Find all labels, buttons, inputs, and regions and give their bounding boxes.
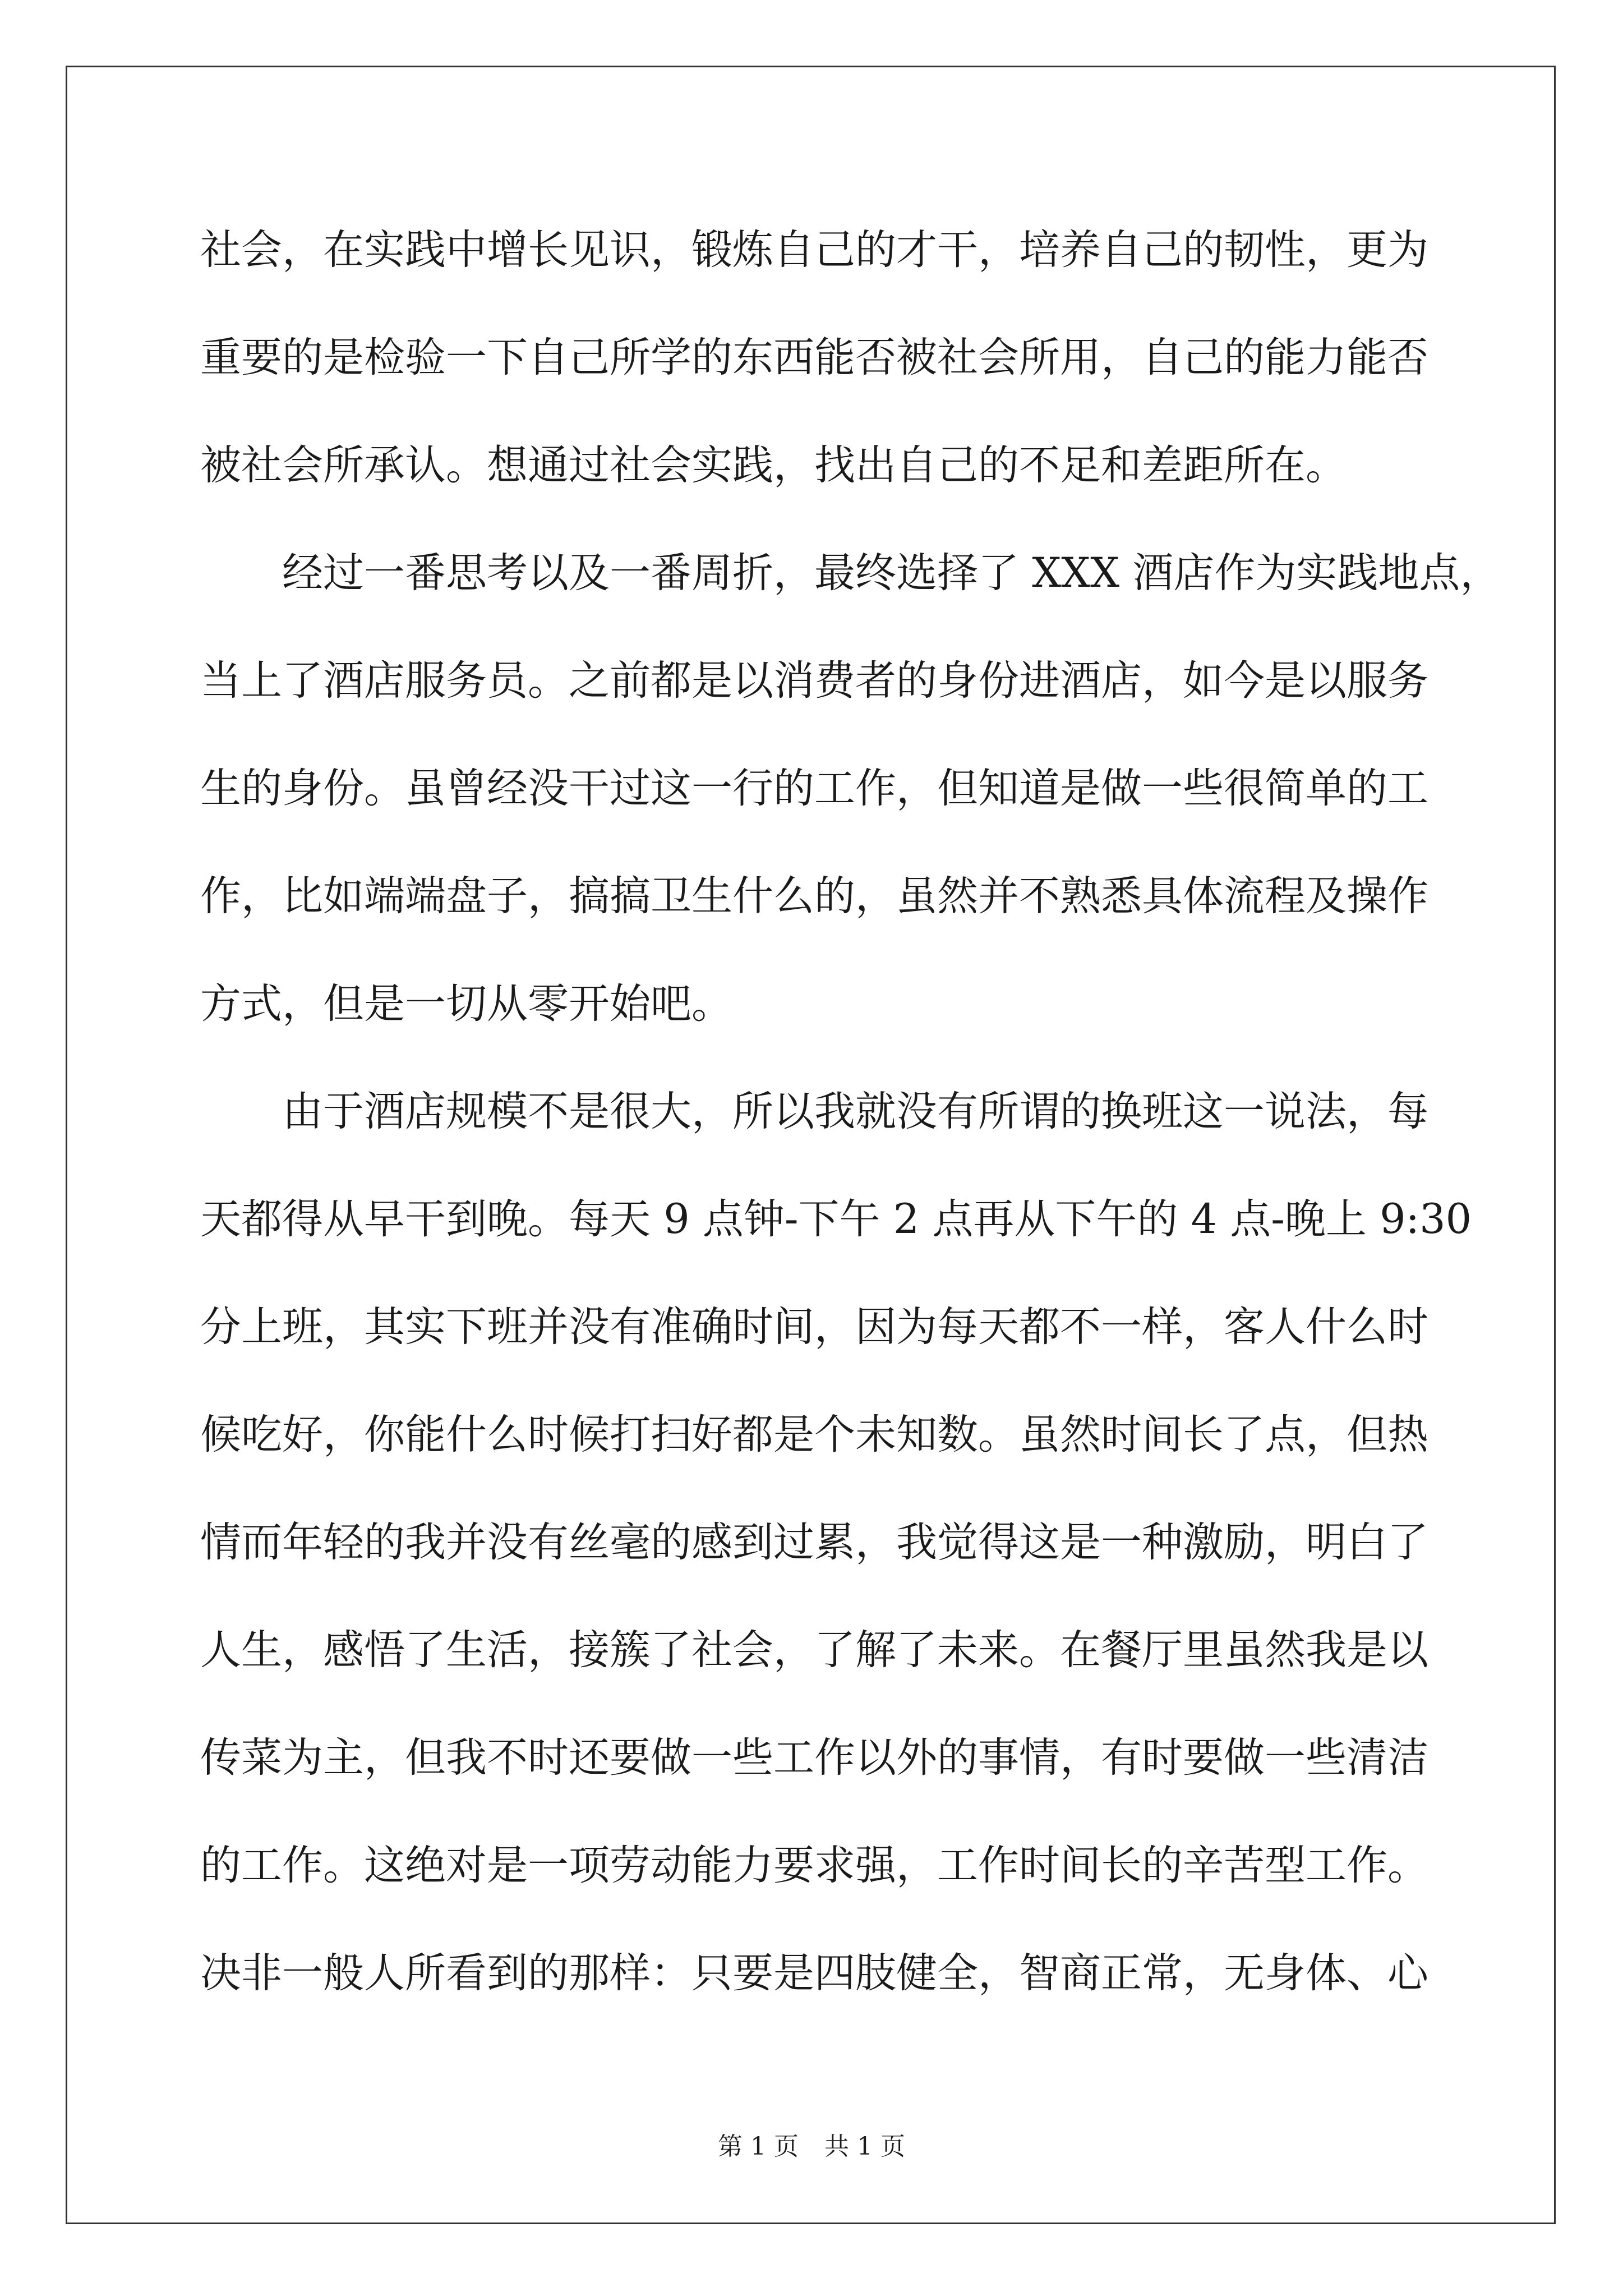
paragraph-3: [200, 1058, 1472, 2027]
text-line: 作，比如端端盘子，搞搞卫生什么的，虽然并不熟悉具体流程及操作: [200, 872, 1428, 920]
text-line: 被社会所承认。想通过社会实践，找出自己的不足和差距所在。: [200, 441, 1347, 489]
paragraph-1: [200, 196, 1428, 519]
text-line: 由于酒店规模不是很大，所以我就没有所谓的换班这一说法，每: [282, 1088, 1428, 1135]
text-line: 人生，感悟了生活，接簇了社会，了解了未来。在餐厅里虽然我是以: [200, 1626, 1428, 1674]
text-line: 候吃好，你能什么时候打扫好都是个未知数。虽然时间长了点，但热: [200, 1411, 1428, 1458]
text-line: 的工作。这绝对是一项劳动能力要求强，工作时间长的辛苦型工作。: [200, 1842, 1428, 1889]
text-line: 分上班，其实下班并没有准确时间，因为每天都不一样，客人什么时: [200, 1303, 1428, 1351]
text-line: 决非一般人所看到的那样：只要是四肢健全，智商正常，无身体、心: [200, 1949, 1428, 1997]
document-body: [200, 196, 1501, 2027]
text-line: 重要的是检验一下自己所学的东西能否被社会所用，自己的能力能否: [200, 334, 1428, 381]
text-line: 生的身份。虽曾经没干过这一行的工作，但知道是做一些很简单的工: [200, 765, 1428, 812]
text-line: 当上了酒店服务员。之前都是以消费者的身份进酒店，如今是以服务: [200, 657, 1428, 705]
paragraph-2: [200, 519, 1501, 1058]
text-line: 天都得从早干到晚。每天 9 点钟-下午 2 点再从下午的 4 点-晚上 9:30: [200, 1195, 1472, 1243]
text-line: 传菜为主，但我不时还要做一些工作以外的事情，有时要做一些清洁: [200, 1734, 1428, 1782]
text-line: 经过一番思考以及一番周折，最终选择了 XXX 酒店作为实践地点，: [282, 549, 1501, 597]
text-line: 方式，但是一切从零开始吧。: [200, 980, 732, 1028]
page-footer: [0, 2126, 1623, 2162]
text-line: 情而年轻的我并没有丝毫的感到过累，我觉得这是一种激励，明白了: [200, 1519, 1428, 1566]
text-line: 社会，在实践中增长见识，锻炼自己的才干，培养自己的韧性，更为: [200, 226, 1428, 274]
page-total: 共 1 页: [824, 2132, 905, 2161]
page-number: 第 1 页: [718, 2132, 799, 2161]
